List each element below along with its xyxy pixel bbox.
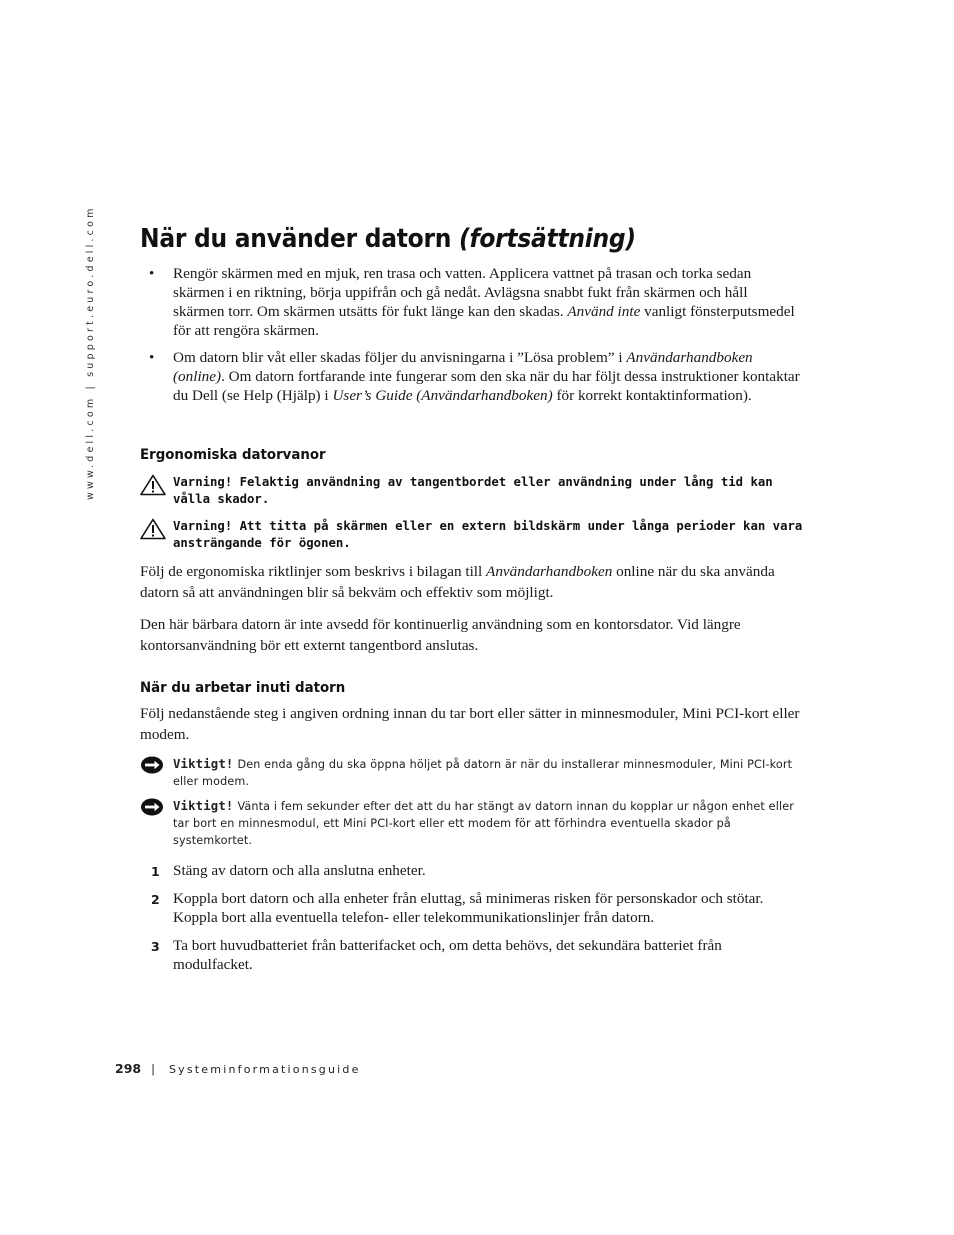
steps-list [140, 861, 800, 974]
step-text: Stäng av datorn och alla anslutna enheter. [173, 862, 426, 879]
notice-icon [140, 798, 164, 816]
title-italic: (fortsättning) [459, 224, 636, 254]
section-heading-inside: När du arbetar inuti datorn [140, 680, 346, 696]
title-main: När du använder datorn [140, 224, 460, 254]
bullet-text: . Om datorn fortfarande inte fungerar som den ska när du har följt dessa instruktioner kontaktar du Dell (se Help (Hjälp) i [173, 368, 800, 404]
step-number: 1 [151, 864, 160, 879]
ergonomics-paragraph-2: Den här bärbara datorn är inte avsedd för kontinuerlig användning som en kontorsdator. Vid längre kontorsanvändning bör ett externt tangentbord anslutas. [140, 616, 741, 654]
warning-text: Varning! Att titta på skärmen eller en extern bildskärm under långa perioder kan vara ansträngande för ögonen. [173, 519, 803, 550]
list-item [140, 861, 800, 880]
notice-text [173, 798, 803, 849]
side-url: www.dell.com | support.euro.dell.com [85, 205, 96, 500]
notice-text [173, 756, 803, 790]
para-emphasis: Användarhandboken [486, 563, 613, 580]
section-heading-ergonomics: Ergonomiska datorvanor [140, 447, 326, 463]
para-text: online när du ska använda datorn så att användningen blir så bekväm och effektiv som möjligt. [140, 563, 775, 601]
bullet-emphasis: Använd inte [567, 303, 641, 320]
bullet-text: Om datorn blir våt eller skadas följer du anvisningarna i ”Lösa problem” i [173, 349, 627, 366]
ergonomics-paragraph [140, 562, 805, 603]
bullet-list [140, 264, 800, 413]
notice-icon [140, 756, 164, 774]
step-text: Ta bort huvudbatteriet från batterifacket och, om detta behövs, det sekundära batteriet från modulfacket. [173, 937, 722, 973]
inside-intro: Följ nedanstående steg i angiven ordning innan du tar bort eller sätter in minnesmoduler, Mini PCI-kort eller modem. [140, 705, 800, 743]
page-title [140, 221, 636, 257]
footer-separator: | [151, 1062, 155, 1076]
list-item [140, 348, 800, 405]
warning-text: Varning! Felaktig användning av tangentbordet eller användning under lång tid kan vålla skador. [173, 475, 773, 506]
list-item [140, 936, 800, 974]
bullet-emphasis: User’s Guide (Användarhandboken) [332, 387, 553, 404]
para-text: Följ de ergonomiska riktlinjer som beskrivs i bilagan till [140, 563, 487, 580]
warning-triangle-icon [140, 474, 166, 496]
bullet-text: Rengör skärmen med en mjuk, ren trasa och vatten. Applicera vattnet på trasan och torka sedan skärmen i en riktning, börja uppifrån och gå nedåt. Avlägsna snabbt fukt från skärmen och håll skärmen torr. Om skärmen utsätts för fukt länge kan den skadas. [173, 265, 752, 320]
page-footer [115, 1061, 361, 1076]
list-item [140, 889, 800, 927]
list-item [140, 264, 800, 340]
bullet-text: för korrekt kontaktinformation). [552, 387, 752, 404]
step-number: 3 [151, 939, 160, 954]
bullet-icon: • [149, 265, 155, 282]
notice-body: Vänta i fem sekunder efter det att du har stängt av datorn innan du kopplar ur någon enhet eller tar bort en minnesmodul, ett Mini PCI-kort eller ett modem för att förhindra eventuella skador på systemkortet. [173, 800, 795, 847]
guide-title: Systeminformationsguide [168, 1063, 361, 1076]
step-text: Koppla bort datorn och alla enheter från eluttag, så minimeras risken för personskador och stötar. Koppla bort alla eventuella telefon- eller telekommunikationslinjer från datorn. [173, 890, 764, 926]
bullet-icon: • [149, 349, 155, 366]
page-number: 298 [115, 1061, 142, 1076]
bullet-emphasis: Användarhandboken (online) [173, 349, 753, 385]
bullet-text: vanligt fönsterputsmedel för att rengöra skärmen. [173, 303, 795, 339]
warning-triangle-icon [140, 518, 166, 540]
notice-label: Viktigt! [173, 799, 234, 813]
notice-body: Den enda gång du ska öppna höljet på datorn är när du installerar minnesmoduler, Mini PCI-kort eller modem. [173, 758, 793, 788]
step-number: 2 [151, 892, 160, 907]
notice-label: Viktigt! [173, 757, 234, 771]
